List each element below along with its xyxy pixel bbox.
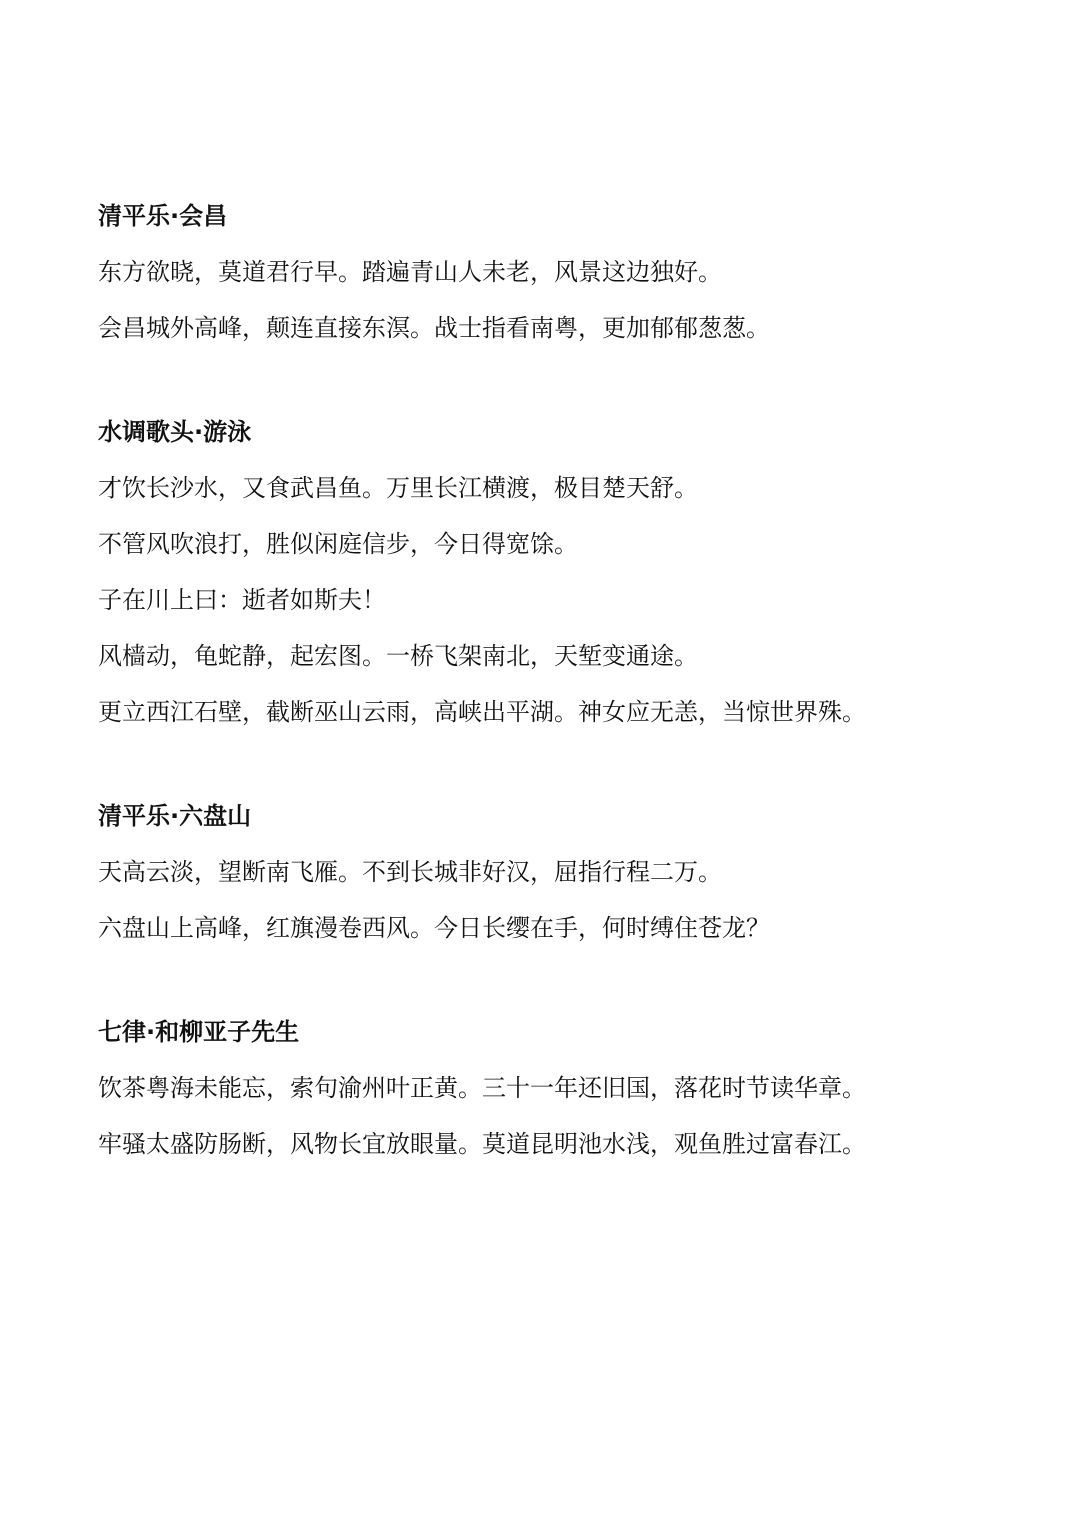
poem-line: 东方欲晓，莫道君行早。踏遍青山人未老，风景这边独好。 — [98, 258, 722, 286]
poem-line: 天高云淡，望断南飞雁。不到长城非好汉，屈指行程二万。 — [98, 858, 722, 886]
poem-line: 六盘山上高峰，红旗漫卷西风。今日长缨在手，何时缚住苍龙？ — [98, 914, 770, 942]
poem-line: 风樯动，龟蛇静，起宏图。一桥飞架南北，天堑变通途。 — [98, 642, 698, 670]
poem-title: 水调歌头·游泳 — [98, 418, 252, 446]
document-page — [98, 199, 998, 1161]
poem-swimming — [98, 415, 998, 729]
poem-liupanshan — [98, 799, 998, 945]
poem-title: 清平乐·六盘山 — [98, 802, 252, 830]
poem-title: 七律·和柳亚子先生 — [98, 1018, 300, 1046]
poem-line: 饮茶粤海未能忘，索句渝州叶正黄。三十一年还旧国，落花时节读华章。 — [98, 1074, 866, 1102]
poem-line: 才饮长沙水，又食武昌鱼。万里长江横渡，极目楚天舒。 — [98, 474, 698, 502]
poem-title: 清平乐·会昌 — [98, 202, 228, 230]
poem-line: 牢骚太盛防肠断，风物长宜放眼量。莫道昆明池水浅，观鱼胜过富春江。 — [98, 1130, 866, 1158]
poem-line: 不管风吹浪打，胜似闲庭信步，今日得宽馀。 — [98, 530, 578, 558]
poem-line: 会昌城外高峰，颠连直接东溟。战士指看南粤，更加郁郁葱葱。 — [98, 314, 770, 342]
poem-liu-yazi — [98, 1015, 998, 1161]
poem-huichang — [98, 199, 998, 345]
poem-line: 更立西江石壁，截断巫山云雨，高峡出平湖。神女应无恙，当惊世界殊。 — [98, 698, 866, 726]
poem-line: 子在川上曰：逝者如斯夫！ — [98, 586, 386, 614]
